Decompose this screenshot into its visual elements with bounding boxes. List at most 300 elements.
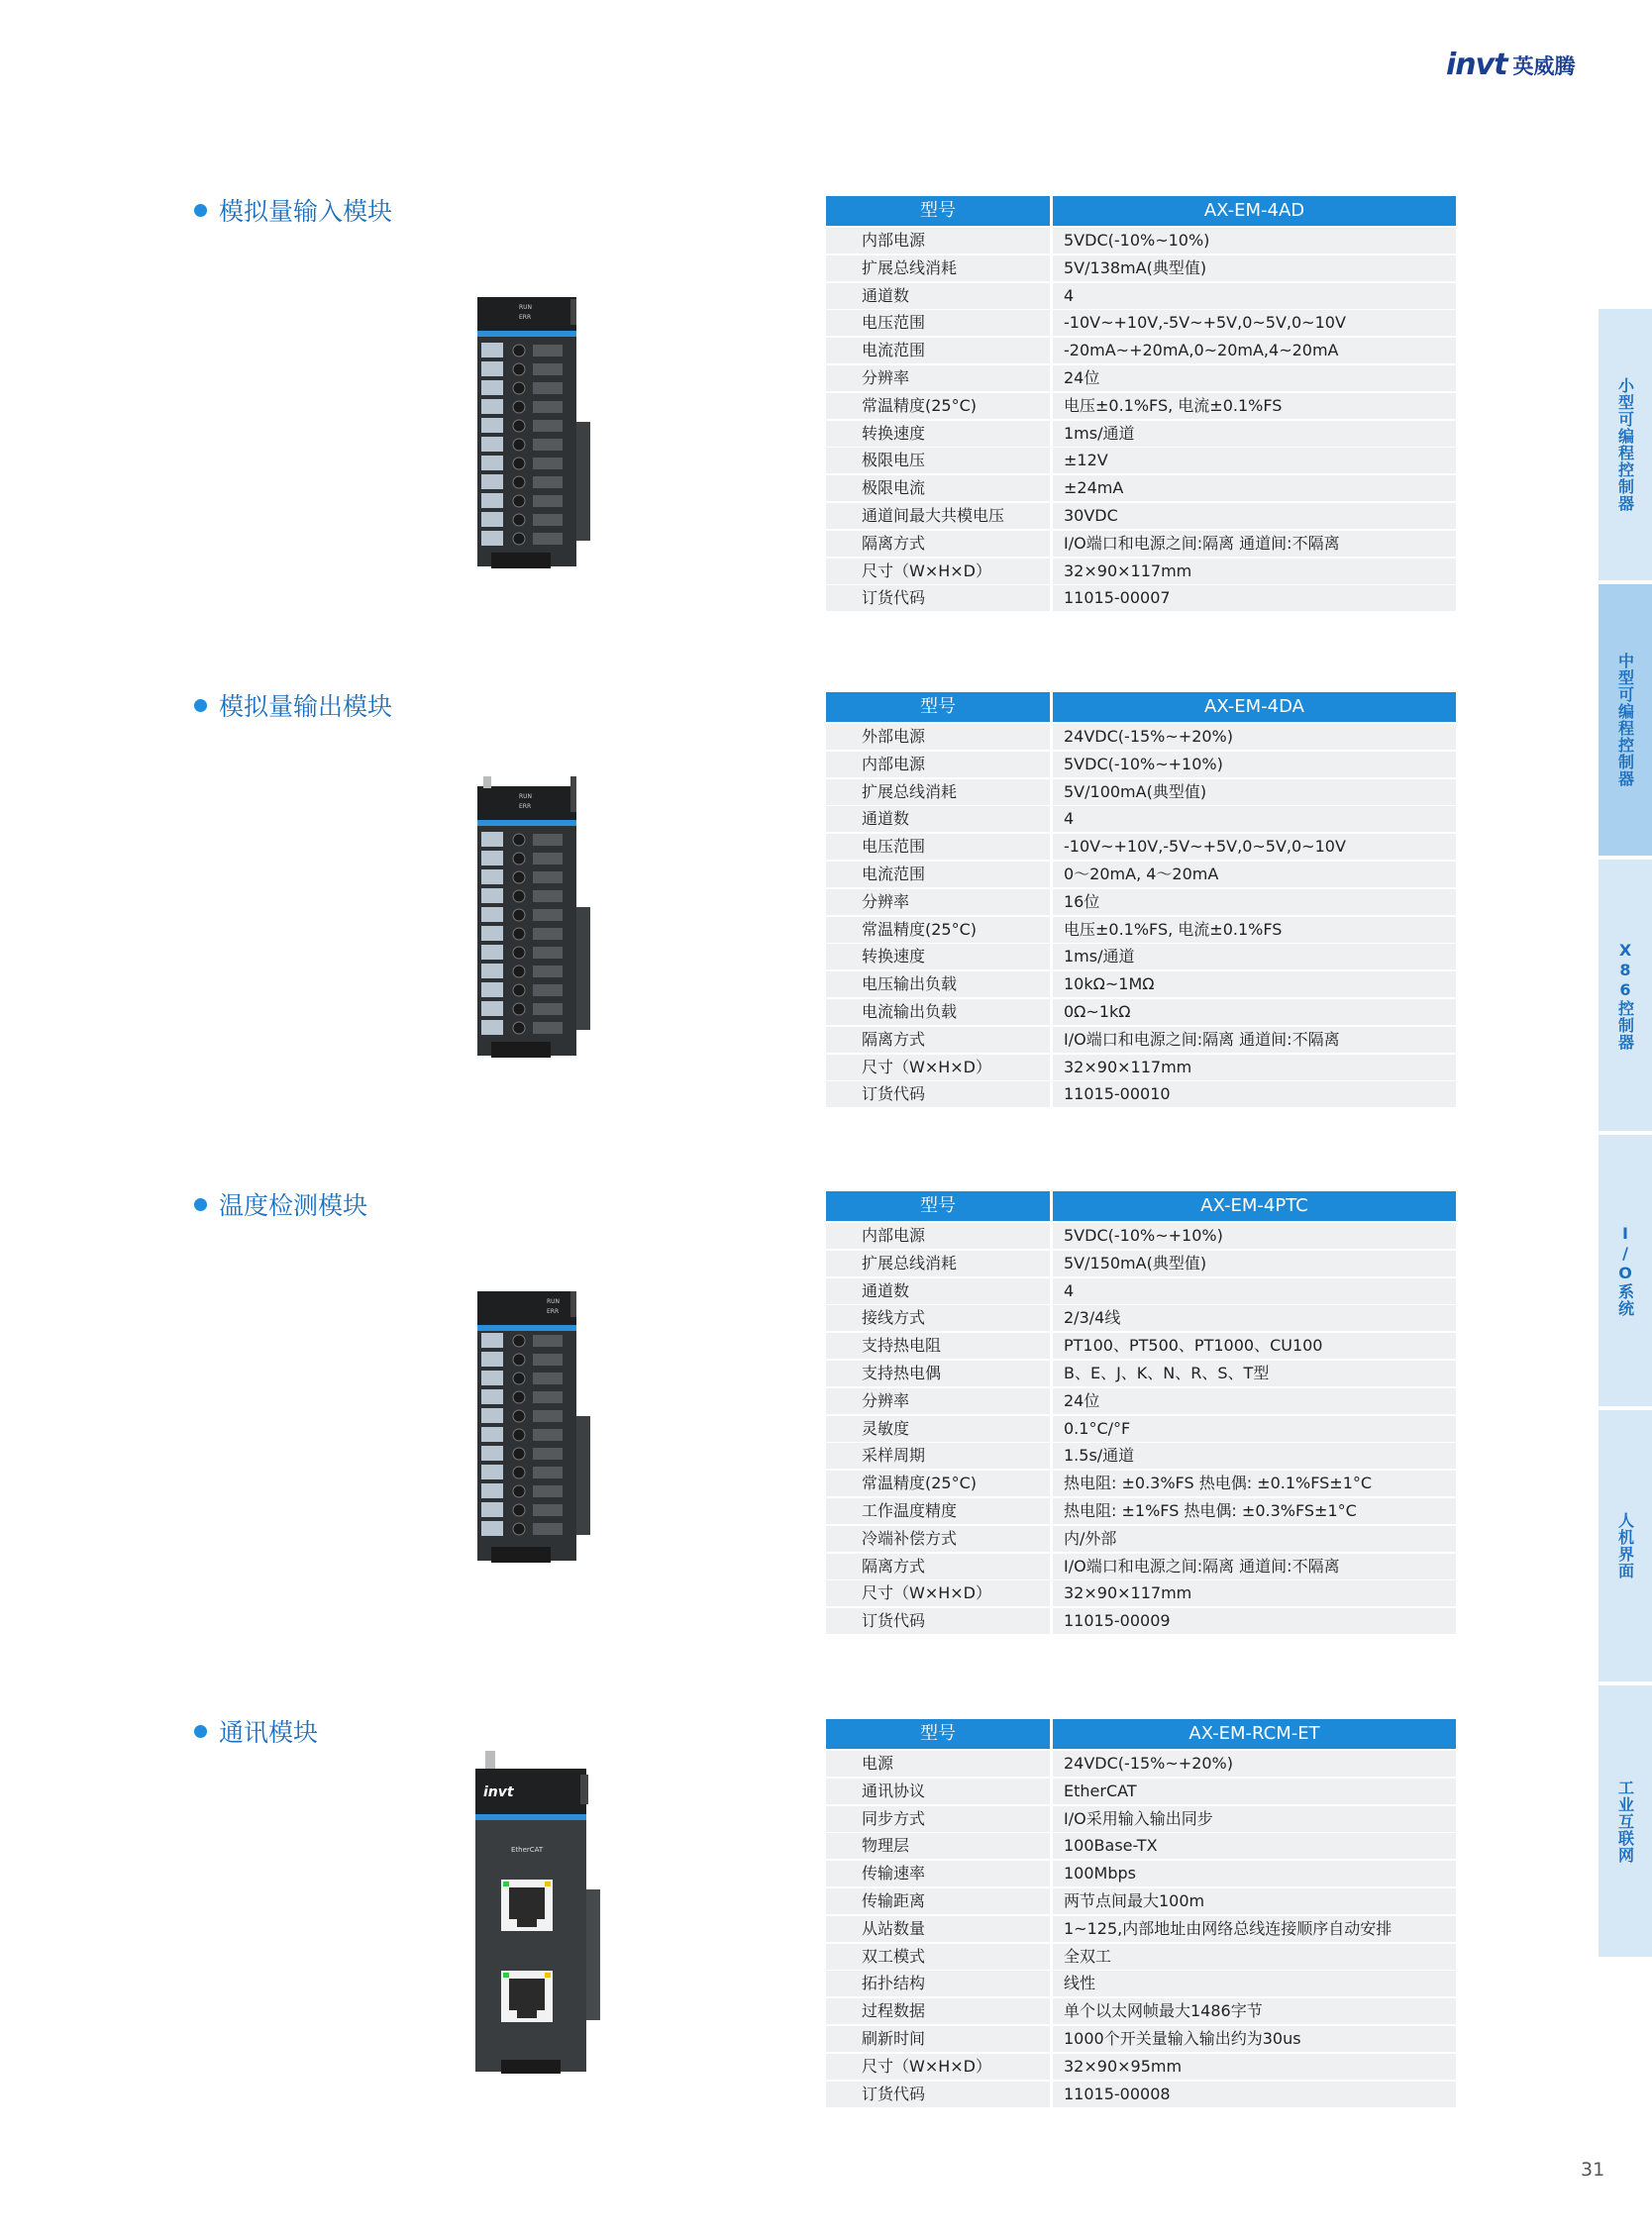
spec-key: 分辨率 xyxy=(826,889,1050,915)
err-label: ERR xyxy=(519,803,532,810)
brand-logo xyxy=(1446,48,1576,82)
terminal-label-mark xyxy=(481,493,503,508)
model-label: 型号 xyxy=(826,1719,1050,1749)
terminal-screw-icon xyxy=(513,1429,525,1441)
spec-key: 隔离方式 xyxy=(826,1027,1050,1053)
spec-key: 分辨率 xyxy=(826,365,1050,391)
terminal-screw-icon xyxy=(513,1373,525,1384)
spec-value: 1ms/通道 xyxy=(1053,944,1456,969)
terminal-label-mark xyxy=(481,964,503,978)
spec-row xyxy=(826,1251,1456,1276)
terminal-label-mark xyxy=(481,380,503,395)
terminal-slot-mark xyxy=(533,1391,563,1403)
spec-key: 转换速度 xyxy=(826,421,1050,447)
terminal-label-mark xyxy=(481,1389,503,1404)
spec-row xyxy=(826,393,1456,419)
terminal-slot-mark xyxy=(533,1485,563,1497)
spec-value: 5VDC(-10%~10%) xyxy=(1053,228,1456,254)
spec-value: 4 xyxy=(1053,806,1456,832)
spec-value: 4 xyxy=(1053,283,1456,309)
spec-value: 1000个开关量输入输出约为30us xyxy=(1053,2026,1456,2052)
section-title-communication: 通讯模块 xyxy=(194,1713,318,1749)
terminal-screw-icon xyxy=(513,420,525,432)
terminal-label-mark xyxy=(481,1502,503,1517)
spec-key: 支持热电阻 xyxy=(826,1333,1050,1359)
terminal-slot-mark xyxy=(533,984,563,996)
terminal-screw-icon xyxy=(513,401,525,413)
spec-row xyxy=(826,1998,1456,2024)
terminal-label-mark xyxy=(481,512,503,527)
terminal-slot-mark xyxy=(533,495,563,507)
spec-row xyxy=(826,448,1456,473)
spec-key: 同步方式 xyxy=(826,1806,1050,1832)
spec-row xyxy=(826,255,1456,281)
terminal-screw-icon xyxy=(513,853,525,865)
terminal-label-mark xyxy=(481,399,503,414)
spec-row xyxy=(826,1806,1456,1832)
spec-key: 电流输出负载 xyxy=(826,999,1050,1025)
terminal-label-mark xyxy=(481,531,503,546)
run-label: RUN xyxy=(519,793,533,800)
spec-value: 0Ω~1kΩ xyxy=(1053,999,1456,1025)
spec-key: 外部电源 xyxy=(826,724,1050,750)
spec-key: 拓扑结构 xyxy=(826,1971,1050,1996)
spec-row xyxy=(826,2026,1456,2052)
terminal-slot-mark xyxy=(533,1429,563,1441)
spec-row xyxy=(826,421,1456,447)
model-value: AX-EM-4PTC xyxy=(1053,1191,1456,1221)
terminal-label-mark xyxy=(481,832,503,847)
spec-key: 订货代码 xyxy=(826,1081,1050,1107)
spec-row xyxy=(826,475,1456,501)
terminal-slot-mark xyxy=(533,458,563,469)
spec-row xyxy=(826,944,1456,969)
spec-key: 电流范围 xyxy=(826,862,1050,887)
spec-row xyxy=(826,971,1456,997)
spec-value: 1.5s/通道 xyxy=(1053,1443,1456,1469)
spec-value: I/O端口和电源之间:隔离 通道间:不隔离 xyxy=(1053,1027,1456,1053)
terminal-screw-icon xyxy=(513,439,525,451)
spec-key: 尺寸（W×H×D） xyxy=(826,559,1050,584)
spec-key: 灵敏度 xyxy=(826,1416,1050,1442)
spec-key: 扩展总线消耗 xyxy=(826,779,1050,805)
terminal-label-mark xyxy=(481,926,503,941)
spec-value: 24VDC(-15%~+20%) xyxy=(1053,724,1456,750)
spec-row xyxy=(826,1081,1456,1107)
bullet-icon xyxy=(194,699,207,712)
terminal-slot-mark xyxy=(533,928,563,940)
terminal-slot-mark xyxy=(533,1467,563,1478)
spec-value: 两节点间最大100m xyxy=(1053,1888,1456,1914)
spec-value: 32×90×117mm xyxy=(1053,1055,1456,1080)
terminal-slot-mark xyxy=(533,514,563,526)
spec-key: 订货代码 xyxy=(826,1608,1050,1634)
terminal-slot-mark xyxy=(533,1335,563,1347)
spec-key: 隔离方式 xyxy=(826,531,1050,557)
spec-value: PT100、PT500、PT1000、CU100 xyxy=(1053,1333,1456,1359)
spec-key: 接线方式 xyxy=(826,1305,1050,1331)
spec-key: 常温精度(25°C) xyxy=(826,393,1050,419)
module-4da-image xyxy=(471,776,600,1064)
spec-value: ±12V xyxy=(1053,448,1456,473)
terminal-screw-icon xyxy=(513,1022,525,1034)
spec-row xyxy=(826,1361,1456,1386)
spec-row xyxy=(826,724,1456,750)
terminal-label-mark xyxy=(481,474,503,489)
terminal-screw-icon xyxy=(513,382,525,394)
spec-key: 通道间最大共模电压 xyxy=(826,503,1050,529)
spec-value: 电压±0.1%FS, 电流±0.1%FS xyxy=(1053,917,1456,943)
invt-logo-small: invt xyxy=(483,1784,514,1800)
terminal-screw-icon xyxy=(513,1523,525,1535)
ethernet-port-2-icon xyxy=(501,1971,553,2022)
bullet-icon xyxy=(194,1198,207,1211)
terminal-slot-mark xyxy=(533,947,563,959)
spec-row xyxy=(826,1305,1456,1331)
model-value: AX-EM-RCM-ET xyxy=(1053,1719,1456,1749)
spec-row xyxy=(826,310,1456,336)
terminal-label-mark xyxy=(481,343,503,357)
terminal-slot-mark xyxy=(533,401,563,413)
terminal-label-mark xyxy=(481,418,503,433)
spec-key: 分辨率 xyxy=(826,1388,1050,1414)
spec-value: 24位 xyxy=(1053,365,1456,391)
spec-value: 30VDC xyxy=(1053,503,1456,529)
spec-value: I/O端口和电源之间:隔离 通道间:不隔离 xyxy=(1053,531,1456,557)
spec-row xyxy=(826,1751,1456,1777)
terminal-label-mark xyxy=(481,1371,503,1385)
spec-row xyxy=(826,585,1456,611)
spec-row xyxy=(826,1861,1456,1886)
spec-table-rcm-et xyxy=(826,1719,1456,2108)
terminal-screw-icon xyxy=(513,871,525,883)
side-tab-5[interactable]: 工业互联网 xyxy=(1599,1685,1652,1957)
spec-key: 电流范围 xyxy=(826,338,1050,363)
spec-row xyxy=(826,1608,1456,1634)
terminal-screw-icon xyxy=(513,514,525,526)
spec-row xyxy=(826,1333,1456,1359)
terminal-screw-icon xyxy=(513,984,525,996)
terminal-screw-icon xyxy=(513,1391,525,1403)
run-label: RUN xyxy=(519,304,533,311)
spec-key: 电压范围 xyxy=(826,834,1050,860)
terminal-screw-icon xyxy=(513,345,525,356)
terminal-slot-mark xyxy=(533,1003,563,1015)
spec-value: 内/外部 xyxy=(1053,1526,1456,1552)
spec-row xyxy=(826,365,1456,391)
module-rcm-et-image xyxy=(471,1751,620,2078)
spec-row xyxy=(826,999,1456,1025)
terminal-slot-mark xyxy=(533,382,563,394)
page-number: 31 xyxy=(1581,2159,1605,2181)
spec-table-4ptc xyxy=(826,1191,1456,1636)
spec-row xyxy=(826,503,1456,529)
spec-header-row xyxy=(826,692,1456,722)
spec-key: 从站数量 xyxy=(826,1916,1050,1942)
spec-value: 24位 xyxy=(1053,1388,1456,1414)
spec-row xyxy=(826,1223,1456,1249)
terminal-slot-mark xyxy=(533,345,563,356)
terminal-slot-mark xyxy=(533,834,563,846)
terminal-label-mark xyxy=(481,1001,503,1016)
model-value: AX-EM-4AD xyxy=(1053,196,1456,226)
terminal-slot-mark xyxy=(533,890,563,902)
terminal-label-mark xyxy=(481,945,503,960)
spec-row xyxy=(826,1779,1456,1804)
spec-key: 电压输出负载 xyxy=(826,971,1050,997)
module-4ptc-image xyxy=(471,1283,600,1565)
terminal-label-mark xyxy=(481,888,503,903)
spec-row xyxy=(826,779,1456,805)
spec-key: 尺寸（W×H×D） xyxy=(826,1580,1050,1606)
terminal-slot-mark xyxy=(533,1022,563,1034)
spec-row xyxy=(826,834,1456,860)
spec-value: I/O采用输入输出同步 xyxy=(1053,1806,1456,1832)
spec-row xyxy=(826,1278,1456,1304)
spec-value: 5V/150mA(典型值) xyxy=(1053,1251,1456,1276)
spec-value: 1~125,内部地址由网络总线连接顺序自动安排 xyxy=(1053,1916,1456,1942)
spec-header-row xyxy=(826,1719,1456,1749)
spec-row xyxy=(826,917,1456,943)
spec-key: 物理层 xyxy=(826,1833,1050,1859)
spec-value: 4 xyxy=(1053,1278,1456,1304)
terminal-screw-icon xyxy=(513,834,525,846)
spec-key: 通道数 xyxy=(826,806,1050,832)
terminal-slot-mark xyxy=(533,533,563,545)
terminal-slot-mark xyxy=(533,476,563,488)
spec-row xyxy=(826,1055,1456,1080)
terminal-slot-mark xyxy=(533,1504,563,1516)
model-value: AX-EM-4DA xyxy=(1053,692,1456,722)
side-tab-4[interactable]: 人机界面 xyxy=(1599,1410,1652,1681)
spec-key: 工作温度精度 xyxy=(826,1498,1050,1524)
spec-value: 线性 xyxy=(1053,1971,1456,1996)
spec-key: 通道数 xyxy=(826,283,1050,309)
spec-row xyxy=(826,2054,1456,2080)
terminal-label-mark xyxy=(481,1483,503,1498)
spec-row xyxy=(826,283,1456,309)
spec-value: 10kΩ~1MΩ xyxy=(1053,971,1456,997)
spec-row xyxy=(826,338,1456,363)
spec-row xyxy=(826,559,1456,584)
terminal-label-mark xyxy=(481,851,503,865)
terminal-label-mark xyxy=(481,907,503,922)
spec-key: 电压范围 xyxy=(826,310,1050,336)
spec-key: 内部电源 xyxy=(826,1223,1050,1249)
terminal-screw-icon xyxy=(513,890,525,902)
terminal-screw-icon xyxy=(513,947,525,959)
terminal-label-mark xyxy=(481,869,503,884)
spec-row xyxy=(826,1388,1456,1414)
brand-mark: invt xyxy=(1446,48,1507,82)
spec-value: B、E、J、K、N、R、S、T型 xyxy=(1053,1361,1456,1386)
terminal-label-mark xyxy=(481,361,503,376)
spec-row xyxy=(826,1944,1456,1970)
spec-key: 订货代码 xyxy=(826,2082,1050,2107)
spec-key: 扩展总线消耗 xyxy=(826,255,1050,281)
terminal-screw-icon xyxy=(513,476,525,488)
terminal-slot-mark xyxy=(533,1410,563,1422)
spec-row xyxy=(826,1471,1456,1496)
terminal-screw-icon xyxy=(513,495,525,507)
terminal-slot-mark xyxy=(533,871,563,883)
terminal-label-mark xyxy=(481,982,503,997)
spec-key: 传输距离 xyxy=(826,1888,1050,1914)
terminal-label-mark xyxy=(481,1446,503,1461)
terminal-screw-icon xyxy=(513,1485,525,1497)
spec-key: 内部电源 xyxy=(826,752,1050,777)
spec-value: 电压±0.1%FS, 电流±0.1%FS xyxy=(1053,393,1456,419)
spec-row xyxy=(826,1888,1456,1914)
spec-key: 过程数据 xyxy=(826,1998,1050,2024)
model-label: 型号 xyxy=(826,1191,1050,1221)
spec-key: 常温精度(25°C) xyxy=(826,917,1050,943)
terminal-slot-mark xyxy=(533,1373,563,1384)
spec-row xyxy=(826,1971,1456,1996)
terminal-label-mark xyxy=(481,1333,503,1348)
spec-row xyxy=(826,1416,1456,1442)
terminal-slot-mark xyxy=(533,1354,563,1366)
terminal-label-mark xyxy=(481,1521,503,1536)
spec-key: 隔离方式 xyxy=(826,1554,1050,1579)
side-tab-3[interactable]: I/O系统 xyxy=(1599,1135,1652,1406)
spec-key: 常温精度(25°C) xyxy=(826,1471,1050,1496)
spec-value: 5V/100mA(典型值) xyxy=(1053,779,1456,805)
terminal-screw-icon xyxy=(513,533,525,545)
spec-value: 热电阻: ±0.3%FS 热电偶: ±0.1%FS±1°C xyxy=(1053,1471,1456,1496)
spec-value: 5VDC(-10%~+10%) xyxy=(1053,752,1456,777)
spec-value: 32×90×117mm xyxy=(1053,559,1456,584)
terminal-label-mark xyxy=(481,1020,503,1035)
terminal-screw-icon xyxy=(513,1448,525,1460)
spec-key: 刷新时间 xyxy=(826,2026,1050,2052)
section-title-analog-output: 模拟量输出模块 xyxy=(194,687,392,723)
spec-key: 极限电压 xyxy=(826,448,1050,473)
spec-value: EtherCAT xyxy=(1053,1779,1456,1804)
spec-value: 16位 xyxy=(1053,889,1456,915)
err-label: ERR xyxy=(519,314,532,321)
terminal-slot-mark xyxy=(533,909,563,921)
terminal-slot-mark xyxy=(533,439,563,451)
terminal-label-mark xyxy=(481,437,503,452)
spec-value: 0～20mA, 4～20mA xyxy=(1053,862,1456,887)
spec-value: -10V~+10V,-5V~+5V,0~5V,0~10V xyxy=(1053,310,1456,336)
spec-value: -20mA~+20mA,0~20mA,4~20mA xyxy=(1053,338,1456,363)
spec-value: 5VDC(-10%~+10%) xyxy=(1053,1223,1456,1249)
spec-value: 24VDC(-15%~+20%) xyxy=(1053,1751,1456,1777)
terminal-screw-icon xyxy=(513,909,525,921)
spec-value: 11015-00008 xyxy=(1053,2082,1456,2107)
err-label: ERR xyxy=(547,1308,560,1315)
terminal-slot-mark xyxy=(533,1448,563,1460)
spec-value: 热电阻: ±1%FS 热电偶: ±0.3%FS±1°C xyxy=(1053,1498,1456,1524)
ethernet-port-1-icon xyxy=(501,1880,553,1931)
spec-value: 5V/138mA(典型值) xyxy=(1053,255,1456,281)
spec-row xyxy=(826,1498,1456,1524)
terminal-label-mark xyxy=(481,456,503,470)
terminal-screw-icon xyxy=(513,1467,525,1478)
spec-value: 单个以太网帧最大1486字节 xyxy=(1053,1998,1456,2024)
bullet-icon xyxy=(194,1725,207,1738)
spec-key: 通道数 xyxy=(826,1278,1050,1304)
module-4ad-image xyxy=(471,293,600,572)
spec-row xyxy=(826,1916,1456,1942)
spec-value: ±24mA xyxy=(1053,475,1456,501)
brand-name: 英威腾 xyxy=(1512,53,1576,78)
spec-key: 尺寸（W×H×D） xyxy=(826,2054,1050,2080)
spec-row xyxy=(826,228,1456,254)
spec-row xyxy=(826,889,1456,915)
spec-value: 全双工 xyxy=(1053,1944,1456,1970)
spec-table-4ad xyxy=(826,196,1456,613)
spec-value: 32×90×95mm xyxy=(1053,2054,1456,2080)
terminal-slot-mark xyxy=(533,1523,563,1535)
terminal-label-mark xyxy=(481,1408,503,1423)
spec-key: 订货代码 xyxy=(826,585,1050,611)
spec-row xyxy=(826,1833,1456,1859)
spec-header-row xyxy=(826,1191,1456,1221)
spec-row xyxy=(826,1526,1456,1552)
spec-key: 支持热电偶 xyxy=(826,1361,1050,1386)
terminal-screw-icon xyxy=(513,928,525,940)
spec-value: 11015-00007 xyxy=(1053,585,1456,611)
terminal-label-mark xyxy=(481,1352,503,1367)
spec-table-4da xyxy=(826,692,1456,1109)
terminal-slot-mark xyxy=(533,853,563,865)
spec-key: 采样周期 xyxy=(826,1443,1050,1469)
side-tab-1[interactable]: 中型可编程控制器 xyxy=(1599,584,1652,856)
spec-key: 通讯协议 xyxy=(826,1779,1050,1804)
spec-value: 32×90×117mm xyxy=(1053,1580,1456,1606)
spec-value: 0.1°C/°F xyxy=(1053,1416,1456,1442)
spec-key: 内部电源 xyxy=(826,228,1050,254)
spec-value: 100Base-TX xyxy=(1053,1833,1456,1859)
spec-key: 转换速度 xyxy=(826,944,1050,969)
terminal-screw-icon xyxy=(513,458,525,469)
spec-value: 11015-00009 xyxy=(1053,1608,1456,1634)
model-label: 型号 xyxy=(826,196,1050,226)
spec-key: 尺寸（W×H×D） xyxy=(826,1055,1050,1080)
terminal-screw-icon xyxy=(513,1003,525,1015)
spec-row xyxy=(826,806,1456,832)
spec-header-row xyxy=(826,196,1456,226)
section-title-analog-input: 模拟量输入模块 xyxy=(194,192,392,228)
spec-key: 传输速率 xyxy=(826,1861,1050,1886)
side-tab-0[interactable]: 小型可编程控制器 xyxy=(1599,309,1652,580)
spec-value: -10V~+10V,-5V~+5V,0~5V,0~10V xyxy=(1053,834,1456,860)
terminal-screw-icon xyxy=(513,966,525,977)
side-tab-2[interactable]: X86控制器 xyxy=(1599,860,1652,1131)
spec-value: I/O端口和电源之间:隔离 通道间:不隔离 xyxy=(1053,1554,1456,1579)
spec-key: 极限电流 xyxy=(826,475,1050,501)
spec-row xyxy=(826,1027,1456,1053)
spec-key: 扩展总线消耗 xyxy=(826,1251,1050,1276)
spec-row xyxy=(826,1554,1456,1579)
terminal-screw-icon xyxy=(513,1504,525,1516)
terminal-slot-mark xyxy=(533,966,563,977)
spec-key: 冷端补偿方式 xyxy=(826,1526,1050,1552)
spec-value: 11015-00010 xyxy=(1053,1081,1456,1107)
section-title-temperature: 温度检测模块 xyxy=(194,1186,367,1222)
spec-value: 100Mbps xyxy=(1053,1861,1456,1886)
spec-row xyxy=(826,2082,1456,2107)
spec-row xyxy=(826,1443,1456,1469)
spec-row xyxy=(826,1580,1456,1606)
spec-row xyxy=(826,752,1456,777)
bullet-icon xyxy=(194,204,207,217)
terminal-screw-icon xyxy=(513,1410,525,1422)
run-label: RUN xyxy=(547,1298,561,1305)
